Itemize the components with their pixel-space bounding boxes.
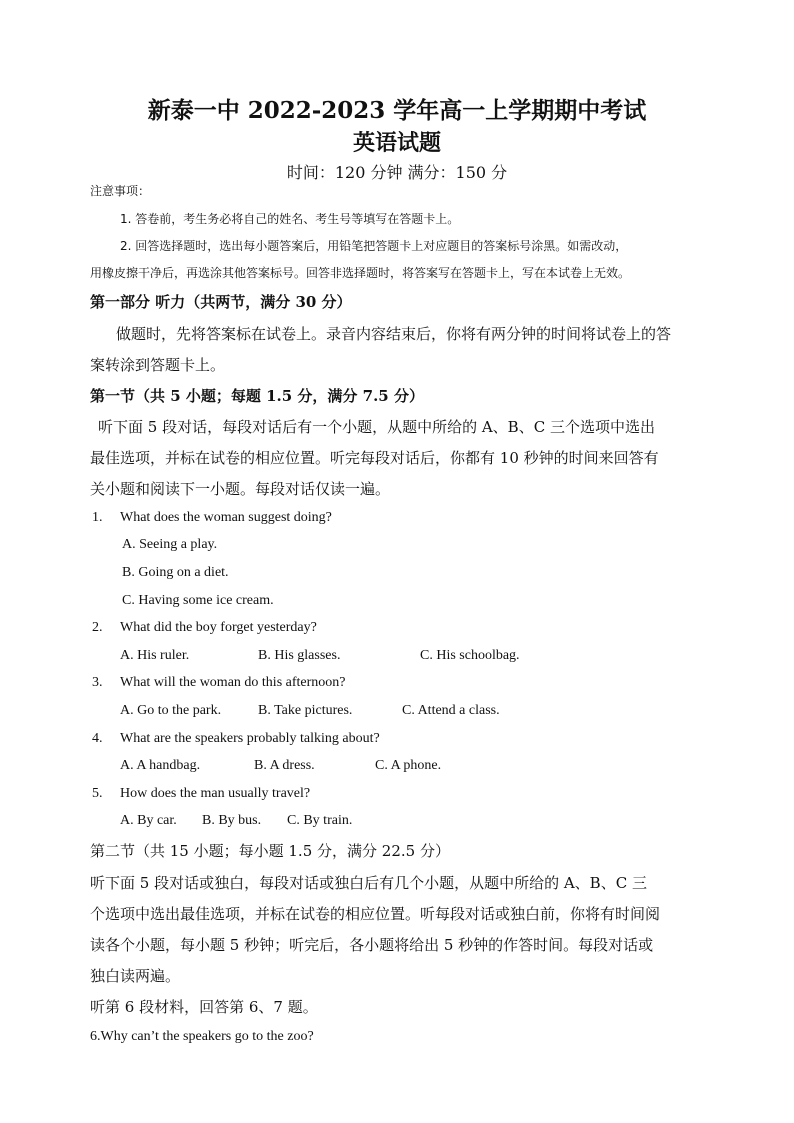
exam-subtitle: 英语试题	[352, 130, 441, 156]
question-5-option-c: C. By train.	[287, 813, 353, 828]
section1-intro-line-3: 关小题和阅读下一小题。每段对话仅读一遍。	[90, 480, 391, 498]
question-4-option-a: A. A handbag.	[120, 758, 201, 773]
question-1-text: What does the woman suggest doing?	[120, 510, 332, 525]
question-3-number: 3.	[92, 675, 103, 690]
part1-intro-line-2: 案转涂到答题卡上。	[90, 356, 226, 374]
section2-intro-line-3: 读各个小题，每小题 5 秒钟；听完后，各小题将给出 5 秒钟的作答时间。每段对话或	[90, 936, 654, 954]
question-5-number: 5.	[92, 786, 103, 801]
question-1-option-a: A. Seeing a play.	[122, 537, 218, 552]
notice-item-2-line-1: 2. 回答选择题时，选出每小题答案后，用铅笔把答题卡上对应题目的答案标号涂黑。如需改动，	[120, 239, 628, 253]
question-5-option-b: B. By bus.	[202, 813, 262, 828]
part1-heading: 第一部分 听力（共两节，满分 30 分）	[90, 293, 352, 311]
section2-heading: 第二节（共 15 小题；每小题 1.5 分，满分 22.5 分）	[90, 842, 450, 860]
section1-intro-line-1: 听下面 5 段对话，每段对话后有一个小题，从题中所给的 A、B、C 三个选项中选出	[98, 418, 655, 436]
exam-title: 新泰一中 2022-2023 学年高一上学期期中考试	[147, 97, 647, 124]
material-6-instruction: 听第 6 段材料，回答第 6、7 题。	[90, 998, 318, 1016]
question-5-option-a: A. By car.	[120, 813, 177, 828]
question-1-option-c: C. Having some ice cream.	[122, 593, 274, 608]
question-3-option-a: A. Go to the park.	[120, 703, 222, 718]
part1-intro-line-1: 做题时，先将答案标在试卷上。录音内容结束后，你将有两分钟的时间将试卷上的答	[116, 325, 672, 343]
question-3-option-c: C. Attend a class.	[402, 703, 500, 718]
question-2-text: What did the boy forget yesterday?	[120, 620, 317, 635]
question-4-option-b: B. A dress.	[254, 758, 315, 773]
question-2-option-a: A. His ruler.	[120, 648, 190, 663]
question-2-option-b: B. His glasses.	[258, 648, 341, 663]
question-3-option-b: B. Take pictures.	[258, 703, 353, 718]
question-2-option-c: C. His schoolbag.	[420, 648, 520, 663]
question-2-number: 2.	[92, 620, 103, 635]
question-6-text: 6.Why can’t the speakers go to the zoo?	[90, 1029, 314, 1044]
notice-item-1: 1. 答卷前，考生务必将自己的姓名、考生号等填写在答题卡上。	[120, 212, 460, 226]
section2-intro-line-4: 独白读两遍。	[90, 967, 181, 985]
question-4-number: 4.	[92, 731, 103, 746]
section1-intro-line-2: 最佳选项，并标在试卷的相应位置。听完每段对话后，你都有 10 秒钟的时间来回答有	[90, 449, 659, 467]
section2-intro-line-1: 听下面 5 段对话或独白，每段对话或独白后有几个小题，从题中所给的 A、B、C 三	[90, 874, 647, 892]
section1-heading: 第一节（共 5 小题；每题 1.5 分，满分 7.5 分）	[90, 387, 424, 405]
question-3-text: What will the woman do this afternoon?	[120, 675, 346, 690]
question-4-text: What are the speakers probably talking about?	[120, 731, 380, 746]
notice-label: 注意事项：	[90, 184, 151, 198]
question-1-option-b: B. Going on a diet.	[122, 565, 229, 580]
question-1-number: 1.	[92, 510, 103, 525]
section2-intro-line-2: 个选项中选出最佳选项，并标在试卷的相应位置。听每段对话或独白前，你将有时间阅	[90, 905, 661, 923]
question-5-text: How does the man usually travel?	[120, 786, 311, 801]
question-4-option-c: C. A phone.	[375, 758, 442, 773]
exam-time-info: 时间：120 分钟 满分：150 分	[286, 163, 508, 182]
notice-item-2-line-2: 用橡皮擦干净后，再选涂其他答案标号。回答非选择题时，将答案写在答题卡上，写在本试卷上无效。	[90, 266, 631, 280]
